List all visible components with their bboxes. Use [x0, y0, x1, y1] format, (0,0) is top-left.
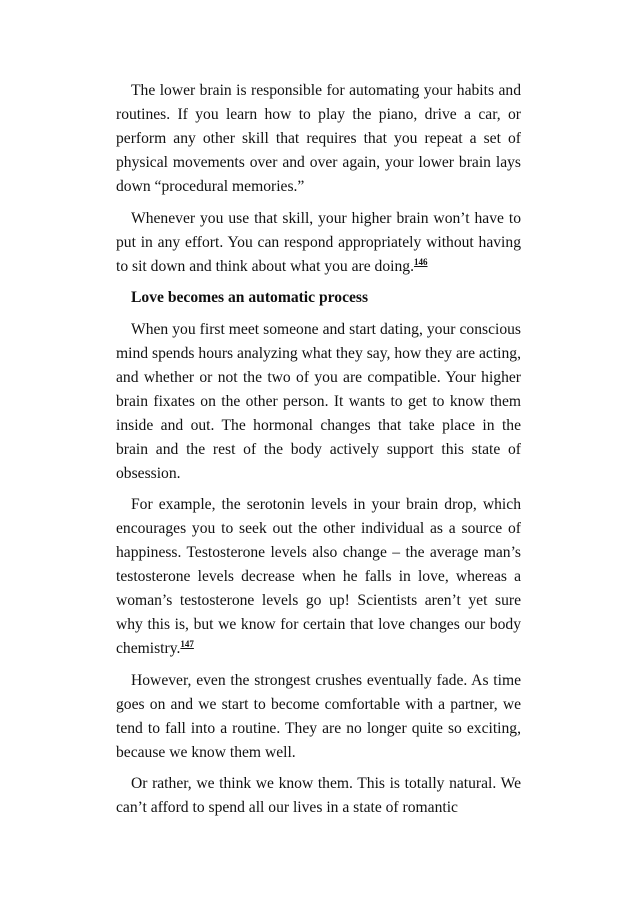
- paragraph-text: When you first meet someone and start dating, your conscious mind spends hours analyzing what they say, how they are acting, and whether or not the two of you are compatible. Your higher brain fixates on the other person. It wants to get to know them inside and out. The hormonal changes that take place in the brain and the rest of the body actively support this state of obsession.: [116, 320, 521, 482]
- paragraph-text: The lower brain is responsible for automating your habits and routines. If you learn how to play the piano, drive a car, or perform any other skill that requires that you repeat a set of physical movements over and over again, your lower brain lays down “procedural memories.”: [116, 82, 521, 195]
- paragraph-text: However, even the strongest crushes eventually fade. As time goes on and we start to become comfortable with a partner, we tend to fall into a routine. They are no longer quite so exciting, because we know them well.: [116, 671, 521, 761]
- paragraph-crushes-fade: [116, 669, 521, 765]
- paragraph-text: Or rather, we think we know them. This is totally natural. We can’t afford to spend all our lives in a state of romantic: [116, 775, 521, 816]
- document-page: [116, 79, 521, 828]
- paragraph-lower-brain: [116, 79, 521, 199]
- paragraph-dating: [116, 318, 521, 486]
- footnote-ref-146[interactable]: 146: [413, 256, 428, 267]
- section-heading: Love becomes an automatic process: [131, 289, 369, 306]
- paragraph-romantic-state: [116, 772, 521, 820]
- paragraph-serotonin: [116, 493, 521, 661]
- paragraph-text: Whenever you use that skill, your higher brain won’t have to put in any effort. You can respond appropriately without having to sit down and think about what you are doing.: [116, 209, 521, 275]
- paragraph-text: For example, the serotonin levels in your brain drop, which encourages you to seek out the other individual as a source of happiness. Testosterone levels also change – the average man’s testosterone levels decrease when he falls in love, whereas a woman’s testosterone levels go up! Scientists aren’t yet sure why this is, but we know for certain that love changes our body chemistry.: [116, 496, 521, 657]
- footnote-ref-147[interactable]: 147: [180, 639, 194, 649]
- paragraph-higher-brain: [116, 207, 521, 279]
